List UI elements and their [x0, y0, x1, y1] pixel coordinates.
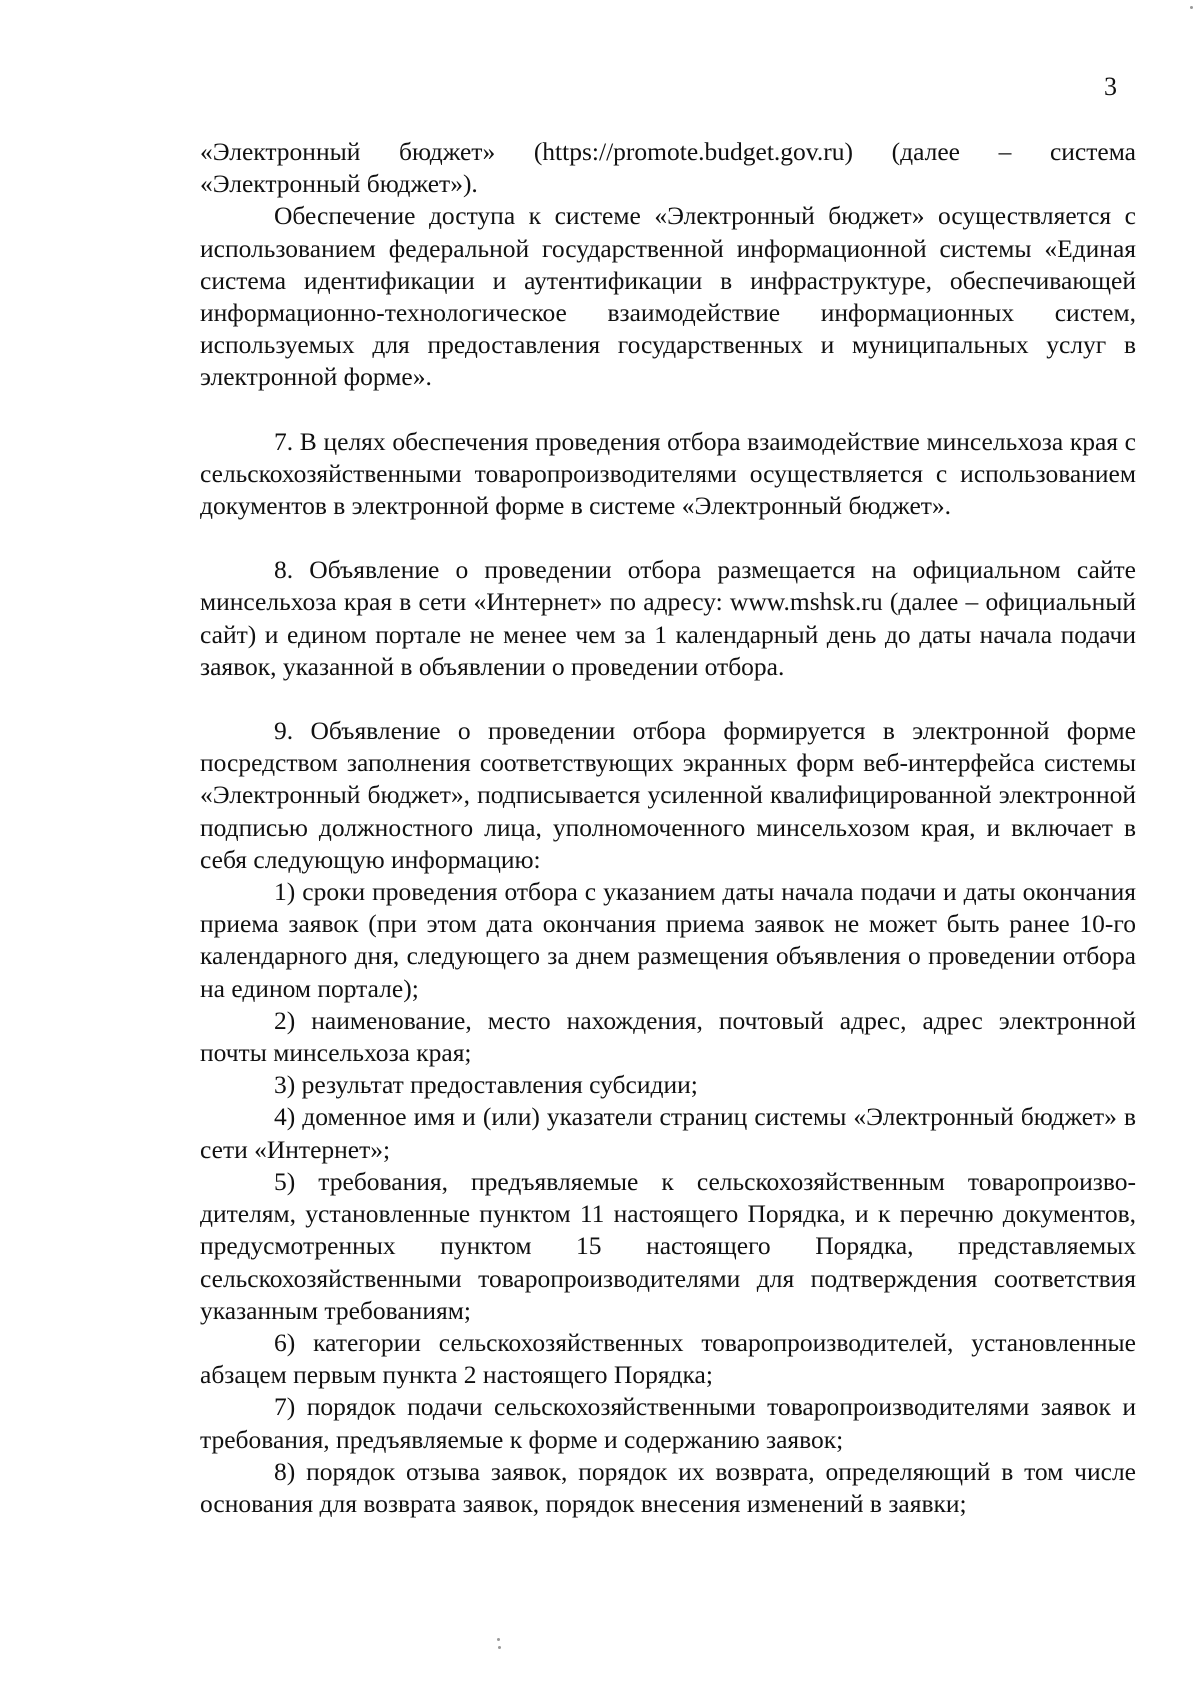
- paragraph-system-definition: «Электронный бюджет» (https://promote.budget.gov.ru) (далее – система «Электронный бюджет»).: [200, 137, 1136, 199]
- scan-speck: [1190, 6, 1193, 9]
- document-body: [200, 136, 1136, 1520]
- list-item: 6) категории сельскохозяйственных товаропроизводителей, установленные абзацем первым пункта 2 настоящего Порядка;: [200, 1327, 1136, 1390]
- paragraph-clause-8: 8. Объявление о проведении отбора размещается на официальном сайте минсельхоза края в сети «Интернет» по адресу: www.mshsk.ru (далее – официальный сайт) и едином портале не менее чем за 1 календарный день до даты начала подачи заявок, указанной в объявлении о проведении отбора.: [200, 555, 1136, 681]
- list-item: 2) наименование, место нахождения, почтовый адрес, адрес электронной почты минсельхоза края;: [200, 1005, 1136, 1068]
- scan-speck: [497, 1638, 500, 1641]
- paragraph-clause-9: 9. Объявление о проведении отбора формируется в электронной форме посредством заполнения соответствующих экранных форм веб-интерфейса системы «Электронный бюджет», подписывается усиленной квалифицированной электронной подписью должностного лица, уполномоченного минсельхозом края, и включает в себя следующую информацию:: [200, 716, 1136, 874]
- paragraph-clause-7: 7. В целях обеспечения проведения отбора взаимодействие минсельхоза края с сельскохозяйственными товаропроизводителями осуществляется с использованием документов в электронной форме в системе «Электронный бюджет».: [200, 426, 1136, 521]
- list-item: 7) порядок подачи сельскохозяйственными товаропроизводителями заявок и требования, предъявляемые к форме и содержанию заявок;: [200, 1392, 1136, 1454]
- list-item: 3) результат предоставления субсидии;: [274, 1070, 698, 1100]
- list-item: 4) доменное имя и (или) указатели страниц системы «Электронный бюджет» в сети «Интернет»;: [200, 1102, 1136, 1164]
- list-item: 5) требования, предъявляемые к сельскохозяйственным товаропроизводителям, установленные пунктом 11 настоящего Порядка, и к перечню документов, предусмотренных пунктом 15 настоящего Порядка, представляемых сельскохозяйственными товаропроизводителями для подтверждения соответствия указанным требованиям;: [200, 1166, 1136, 1325]
- list-item: 1) сроки проведения отбора с указанием даты начала подачи и даты окончания приема заявок (при этом дата окончания приема заявок не может быть ранее 10-го календарного дня, следующего за днем размещения объявления о проведении отбора на едином портале);: [200, 877, 1136, 1003]
- scan-speck: [498, 1646, 501, 1649]
- paragraph-access: Обеспечение доступа к системе «Электронный бюджет» осуществляется с использованием федеральной государственной информационной системы «Единая система идентификации и аутентификации в инфраструктуре, обеспечивающей информационно-технологическое взаимодействие информационных систем, используемых для предоставления государственных и муниципальных услуг в электронной форме».: [200, 201, 1136, 392]
- list-item: 8) порядок отзыва заявок, порядок их возврата, определяющий в том числе основания для возврата заявок, порядок внесения изменений в заявки;: [200, 1456, 1136, 1518]
- page-number: 3: [1104, 72, 1117, 101]
- announcement-contents-list: [200, 876, 1136, 1520]
